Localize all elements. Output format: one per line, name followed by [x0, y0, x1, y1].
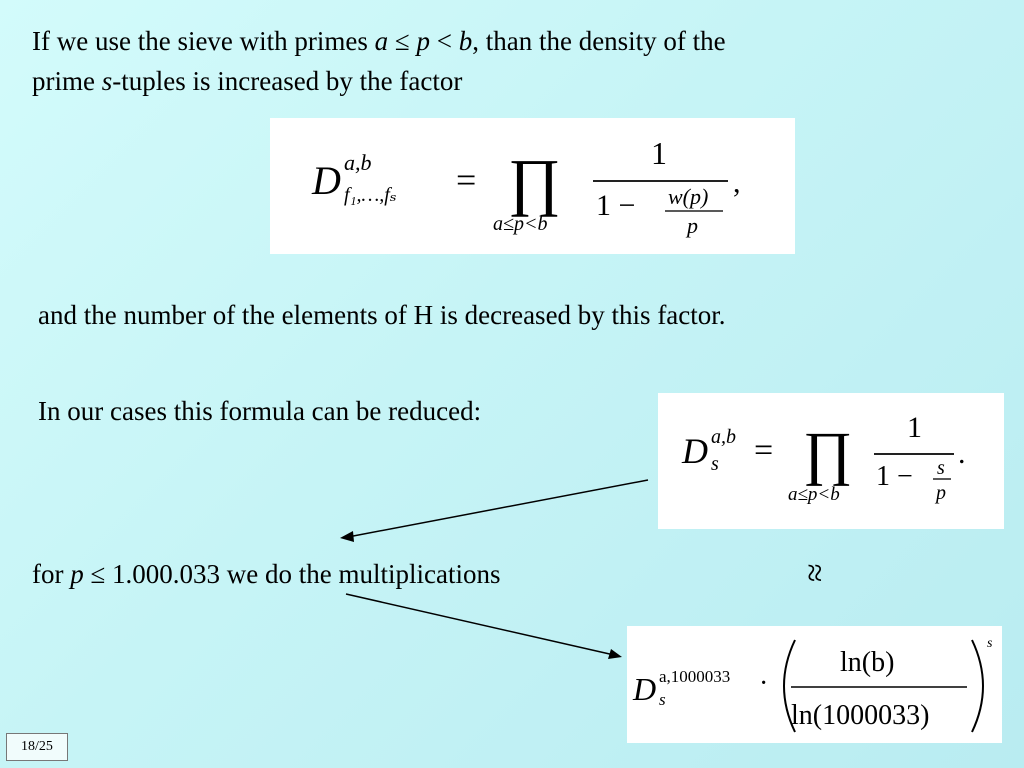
- f2-p: p: [936, 482, 946, 504]
- f3-D: D: [633, 671, 657, 707]
- f2-numerator: 1: [907, 411, 922, 444]
- for-text: [32, 555, 501, 593]
- lt-symbol: <: [429, 26, 459, 56]
- f1-numerator: 1: [651, 135, 667, 171]
- arrow-to-for-line: [348, 480, 648, 537]
- le-symbol: ≤: [388, 26, 417, 56]
- intro-text-4: -tuples is increased by the factor: [112, 66, 463, 96]
- arrow-to-approx-line: [346, 594, 614, 655]
- f3-denominator: ln(1000033): [791, 700, 930, 731]
- f1-product: ∏: [508, 146, 561, 217]
- f2-product: ∏: [803, 420, 853, 486]
- f3-superscript: a,1000033: [659, 667, 731, 686]
- arrow-to-approx-head: [608, 649, 622, 659]
- f3-exponent: s: [987, 636, 993, 651]
- arrow-to-for-head: [340, 531, 354, 542]
- f1-wp: w(p): [668, 184, 709, 209]
- f1-equals: =: [456, 160, 477, 200]
- f2-dot: .: [958, 437, 966, 470]
- approx-symbol: ≈: [795, 563, 833, 583]
- intro-text-3: prime: [32, 66, 102, 96]
- f2-superscript: a,b: [711, 426, 736, 448]
- f1-D: D: [312, 158, 341, 203]
- f1-subscript: f₁,…,fₛ: [344, 184, 397, 206]
- formula-approximation: [627, 626, 1002, 743]
- page-number: 18/25: [6, 733, 68, 761]
- f1-comma: ,: [733, 166, 741, 199]
- f3-cdot: ·: [759, 668, 769, 699]
- reduced-text: In our cases this formula can be reduced:: [38, 396, 482, 426]
- f2-range: a≤p<b: [788, 484, 840, 505]
- for-rest: ≤ 1.000.033 we do the multiplications: [83, 559, 501, 589]
- intro-line-1: [32, 22, 726, 60]
- f2-subscript: s: [711, 453, 719, 475]
- for-prefix: for: [32, 559, 71, 589]
- f2-equals: =: [754, 432, 774, 469]
- var-s: s: [101, 66, 113, 96]
- f1-p: p: [687, 213, 698, 238]
- intro-text-1: If we use the sieve with primes: [32, 26, 375, 56]
- f3-subscript: s: [659, 690, 666, 709]
- formula-approximation-svg: [627, 626, 1002, 743]
- var-p: p: [416, 26, 430, 56]
- f1-superscript: a,b: [344, 150, 372, 175]
- f1-one-minus: 1 −: [596, 189, 636, 222]
- f2-one-minus: 1 −: [876, 461, 913, 492]
- formula-density-reduced-svg: [658, 393, 1004, 529]
- var-a: a: [374, 26, 389, 56]
- decrease-text: and the number of the elements of H is decreased by this factor.: [38, 300, 726, 330]
- f1-range: a≤p<b: [493, 213, 548, 235]
- f2-s: s: [937, 457, 945, 479]
- f2-D: D: [682, 431, 708, 471]
- f3-numerator: ln(b): [840, 647, 895, 678]
- formula-density-reduced: [658, 393, 1004, 529]
- intro-text-2: , than the density of the: [472, 26, 726, 56]
- for-var-p: p: [70, 559, 84, 589]
- f3-right-paren: [972, 640, 983, 732]
- var-b: b: [458, 26, 473, 56]
- intro-line-2: [32, 62, 462, 100]
- formula-density-general-svg: [270, 118, 795, 254]
- formula-density-general: [270, 118, 795, 254]
